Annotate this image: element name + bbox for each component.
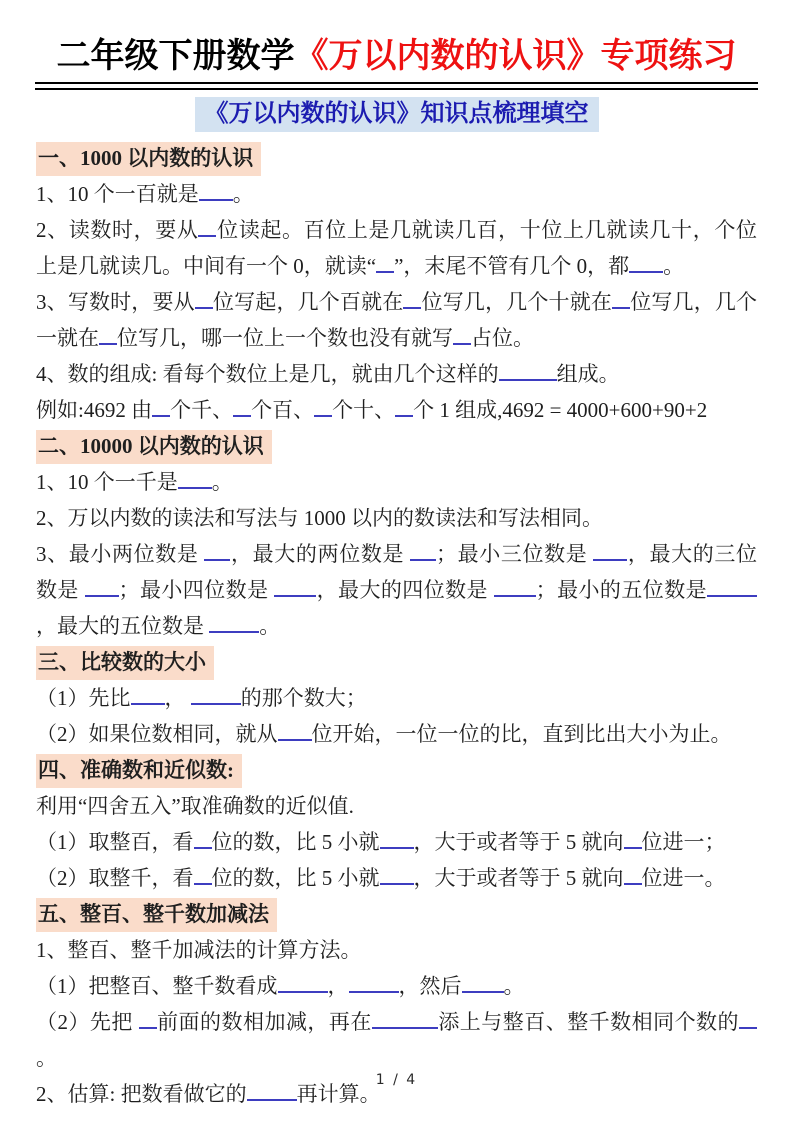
paragraph: 3、最小两位数是 ，最大的两位数是 ；最小三位数是 ，最大的三位数是 ；最小四位数是 ，最大的四位数是 ；最小的五位数是，最大的五位数是 。 <box>36 541 758 638</box>
document-title <box>0 0 793 79</box>
fill-in-blank <box>372 1025 438 1029</box>
fill-in-blank <box>380 881 414 885</box>
fill-in-blank <box>494 593 536 597</box>
fill-in-blank <box>376 269 394 273</box>
paragraph: （2）先把 前面的数相加减，再在 添上与整百、整千数相同个数的。 <box>36 1004 757 1076</box>
fill-in-blank <box>453 341 471 345</box>
paragraph: （2）如果位数相同，就从 位开始，一位一位的比，直到比出大小为止。 <box>36 721 732 746</box>
fill-in-blank <box>278 989 328 993</box>
subtitle-row <box>0 97 793 132</box>
fill-in-blank <box>274 593 316 597</box>
section-heading-row <box>36 428 757 464</box>
title-topic-part: 《万以内数的认识》专项练习 <box>294 38 737 75</box>
section-heading: 五、整百、整千数加减法 <box>36 898 277 932</box>
fill-in-blank <box>707 593 757 597</box>
fill-in-blank <box>191 701 241 705</box>
fill-in-blank <box>499 377 557 381</box>
paragraph: （1）把整百、整千数看成 ， ，然后 。 <box>36 973 525 998</box>
fill-in-blank <box>593 557 627 561</box>
section-heading: 二、10000 以内数的认识 <box>36 430 272 464</box>
fill-in-blank <box>152 413 170 417</box>
fill-in-blank <box>85 593 119 597</box>
paragraph: 1、10 个一千是 。 <box>36 469 233 494</box>
title-grade-part: 二年级下册数学 <box>56 38 295 75</box>
fill-in-blank <box>99 341 117 345</box>
fill-in-blank <box>139 1025 157 1029</box>
section-heading: 三、比较数的大小 <box>36 646 214 680</box>
paragraph: 1、整百、整千加减法的计算方法。 <box>36 937 362 962</box>
paragraph: 4、数的组成: 看每个数位上是几，就由几个这样的 组成。 <box>36 361 620 386</box>
paragraph: 利用“四舍五入”取准确数的近似值. <box>36 793 354 818</box>
paragraph: （1）取整百，看 位的数，比 5 小就 ，大于或者等于 5 就向 位进一； <box>36 829 726 854</box>
fill-in-blank <box>349 989 399 993</box>
fill-in-blank <box>131 701 165 705</box>
fill-in-blank <box>178 485 212 489</box>
fill-in-blank <box>410 557 436 561</box>
fill-in-blank <box>624 881 642 885</box>
page-number: 1 / 4 <box>375 1072 418 1088</box>
fill-in-blank <box>198 233 216 237</box>
fill-in-blank <box>209 629 259 633</box>
fill-in-blank <box>462 989 504 993</box>
title-double-underline <box>35 82 758 90</box>
fill-in-blank <box>314 413 332 417</box>
fill-in-blank <box>395 413 413 417</box>
section-heading-row <box>36 140 757 176</box>
fill-in-blank <box>739 1025 757 1029</box>
paragraph: （1）先比 ， 的那个数大； <box>36 685 367 710</box>
fill-in-blank <box>380 845 414 849</box>
fill-in-blank <box>194 881 212 885</box>
fill-in-blank <box>199 197 233 201</box>
fill-in-blank <box>278 737 312 741</box>
paragraph: 2、估算: 把数看做它的 再计算。 <box>36 1081 381 1106</box>
fill-in-blank <box>247 1097 297 1101</box>
paragraph: 3、写数时，要从 位写起，几个百就在 位写几，几个十就在 位写几，几个一就在 位写几，哪一位上一个数也没有就写 占位。 <box>36 289 758 350</box>
fill-in-blank <box>233 413 251 417</box>
paragraph: 2、万以内数的读法和写法与 1000 以内的数读法和写法相同。 <box>36 505 603 530</box>
fill-in-blank <box>204 557 230 561</box>
paragraph: 1、10 个一百就是 。 <box>36 181 254 206</box>
fill-in-blank <box>195 305 213 309</box>
fill-in-blank <box>403 305 421 309</box>
section-heading-row <box>36 644 757 680</box>
subtitle: 《万以内数的认识》知识点梳理填空 <box>195 97 599 132</box>
paragraph: （2）取整千，看 位的数，比 5 小就 ，大于或者等于 5 就向 位进一。 <box>36 865 726 890</box>
section-heading: 四、准确数和近似数: <box>36 754 242 788</box>
paragraph: 例如:4692 由 个千、 个百、 个十、 个 1 组成,4692 = 4000+600+90+2 <box>36 397 708 422</box>
section-heading-row <box>36 896 757 932</box>
fill-in-blank <box>194 845 212 849</box>
section-heading: 一、1000 以内数的认识 <box>36 142 261 176</box>
fill-in-blank <box>629 269 663 273</box>
fill-in-blank <box>612 305 630 309</box>
section-heading-row <box>36 752 757 788</box>
fill-in-blank <box>624 845 642 849</box>
paragraph: 2、读数时，要从 位读起。百位上是几就读几百，十位上几就读几十，个位上是几就读几。中间有一个 0，就读“ ”，末尾不管有几个 0，都 。 <box>36 217 758 278</box>
sections <box>36 140 757 1112</box>
